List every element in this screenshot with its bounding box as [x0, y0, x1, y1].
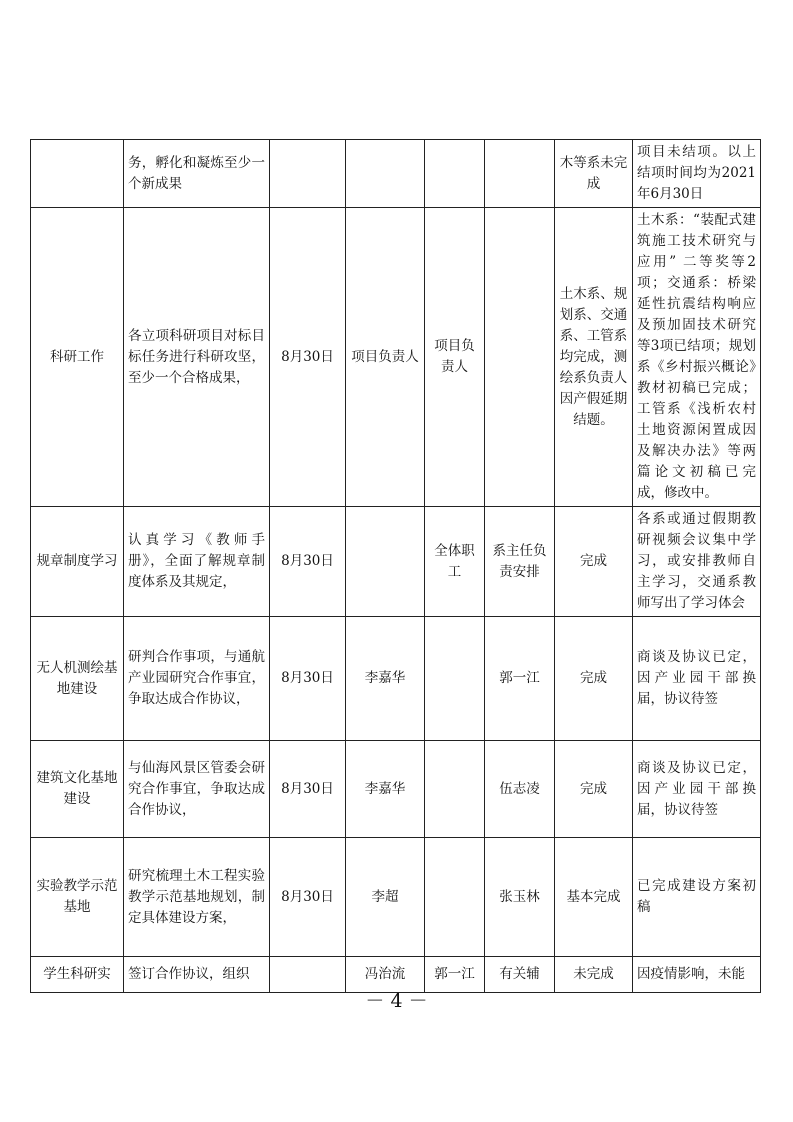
- supervisor-cell: 系主任负责安排: [485, 507, 555, 617]
- responsible-cell: 李嘉华: [346, 741, 425, 838]
- coordinator-cell: [425, 838, 485, 957]
- remarks-cell: 土木系：“装配式建筑施工技术研究与应用” 二等奖等2项；交通系：桥梁延性抗震结构响应及预加固技术研究等3项已结项；规划系《乡村振兴概论》教材初稿已完成；工管系《浅析农村土地资源闲置成因及解决办法》等两篇论文初稿已完成，修改中。: [633, 208, 761, 507]
- status-cell: 木等系未完成: [555, 140, 633, 208]
- supervisor-cell: 有关辅: [485, 957, 555, 993]
- table-row: [31, 741, 761, 838]
- status-cell: 完成: [555, 617, 633, 741]
- work-progress-table: [30, 139, 761, 993]
- deadline-cell: 8月30日: [270, 741, 346, 838]
- table-row: [31, 617, 761, 741]
- status-cell: 完成: [555, 507, 633, 617]
- category-cell: 学生科研实: [31, 957, 124, 993]
- remarks-cell: 已完成建设方案初稿: [633, 838, 761, 957]
- coordinator-cell: [425, 140, 485, 208]
- category-cell: 实验教学示范基地: [31, 838, 124, 957]
- supervisor-cell: [485, 208, 555, 507]
- task-cell: 签订合作协议，组织: [124, 957, 270, 993]
- task-cell: 研究梳理土木工程实验教学示范基地规划，制定具体建设方案，: [124, 838, 270, 957]
- status-cell: 未完成: [555, 957, 633, 993]
- deadline-cell: 8月30日: [270, 838, 346, 957]
- responsible-cell: 项目负责人: [346, 208, 425, 507]
- supervisor-cell: 伍志凌: [485, 741, 555, 838]
- responsible-cell: [346, 140, 425, 208]
- category-cell: 科研工作: [31, 208, 124, 507]
- status-cell: 完成: [555, 741, 633, 838]
- remarks-cell: 各系或通过假期教研视频会议集中学习，或安排教师自主学习，交通系教师写出了学习体会: [633, 507, 761, 617]
- supervisor-cell: [485, 140, 555, 208]
- remarks-cell: 商谈及协议已定，因产业园干部换届，协议待签: [633, 617, 761, 741]
- remarks-cell: 项目未结项。以上结项时间均为2021年6月30日: [633, 140, 761, 208]
- category-cell: 无人机测绘基地建设: [31, 617, 124, 741]
- task-cell: 认真学习《教师手册》，全面了解规章制度体系及其规定，: [124, 507, 270, 617]
- supervisor-cell: 张玉林: [485, 838, 555, 957]
- task-cell: 与仙海风景区管委会研究合作事宜，争取达成合作协议，: [124, 741, 270, 838]
- responsible-cell: 冯治流: [346, 957, 425, 993]
- table-row: [31, 208, 761, 507]
- responsible-cell: 李嘉华: [346, 617, 425, 741]
- table-row: [31, 140, 761, 208]
- supervisor-cell: 郭一江: [485, 617, 555, 741]
- coordinator-cell: 项目负责人: [425, 208, 485, 507]
- deadline-cell: 8月30日: [270, 617, 346, 741]
- remarks-cell: 商谈及协议已定，因产业园干部换届，协议待签: [633, 741, 761, 838]
- table-row: [31, 507, 761, 617]
- coordinator-cell: [425, 617, 485, 741]
- category-cell: 建筑文化基地建设: [31, 741, 124, 838]
- category-cell: 规章制度学习: [31, 507, 124, 617]
- status-cell: 基本完成: [555, 838, 633, 957]
- task-cell: 务，孵化和凝炼至少一个新成果: [124, 140, 270, 208]
- responsible-cell: 李超: [346, 838, 425, 957]
- task-cell: 研判合作事项，与通航产业园研究合作事宜，争取达成合作协议，: [124, 617, 270, 741]
- category-cell: [31, 140, 124, 208]
- deadline-cell: 8月30日: [270, 507, 346, 617]
- remarks-cell: 因疫情影响，未能: [633, 957, 761, 993]
- coordinator-cell: 郭一江: [425, 957, 485, 993]
- coordinator-cell: 全体职工: [425, 507, 485, 617]
- coordinator-cell: [425, 741, 485, 838]
- page-number: － 4 －: [365, 990, 428, 1012]
- status-cell: 土木系、规划系、交通系、工管系均完成，测绘系负责人因产假延期结题。: [555, 208, 633, 507]
- deadline-cell: 8月30日: [270, 208, 346, 507]
- table-row: [31, 838, 761, 957]
- task-cell: 各立项科研项目对标目标任务进行科研攻坚，至少一个合格成果，: [124, 208, 270, 507]
- responsible-cell: [346, 507, 425, 617]
- deadline-cell: [270, 140, 346, 208]
